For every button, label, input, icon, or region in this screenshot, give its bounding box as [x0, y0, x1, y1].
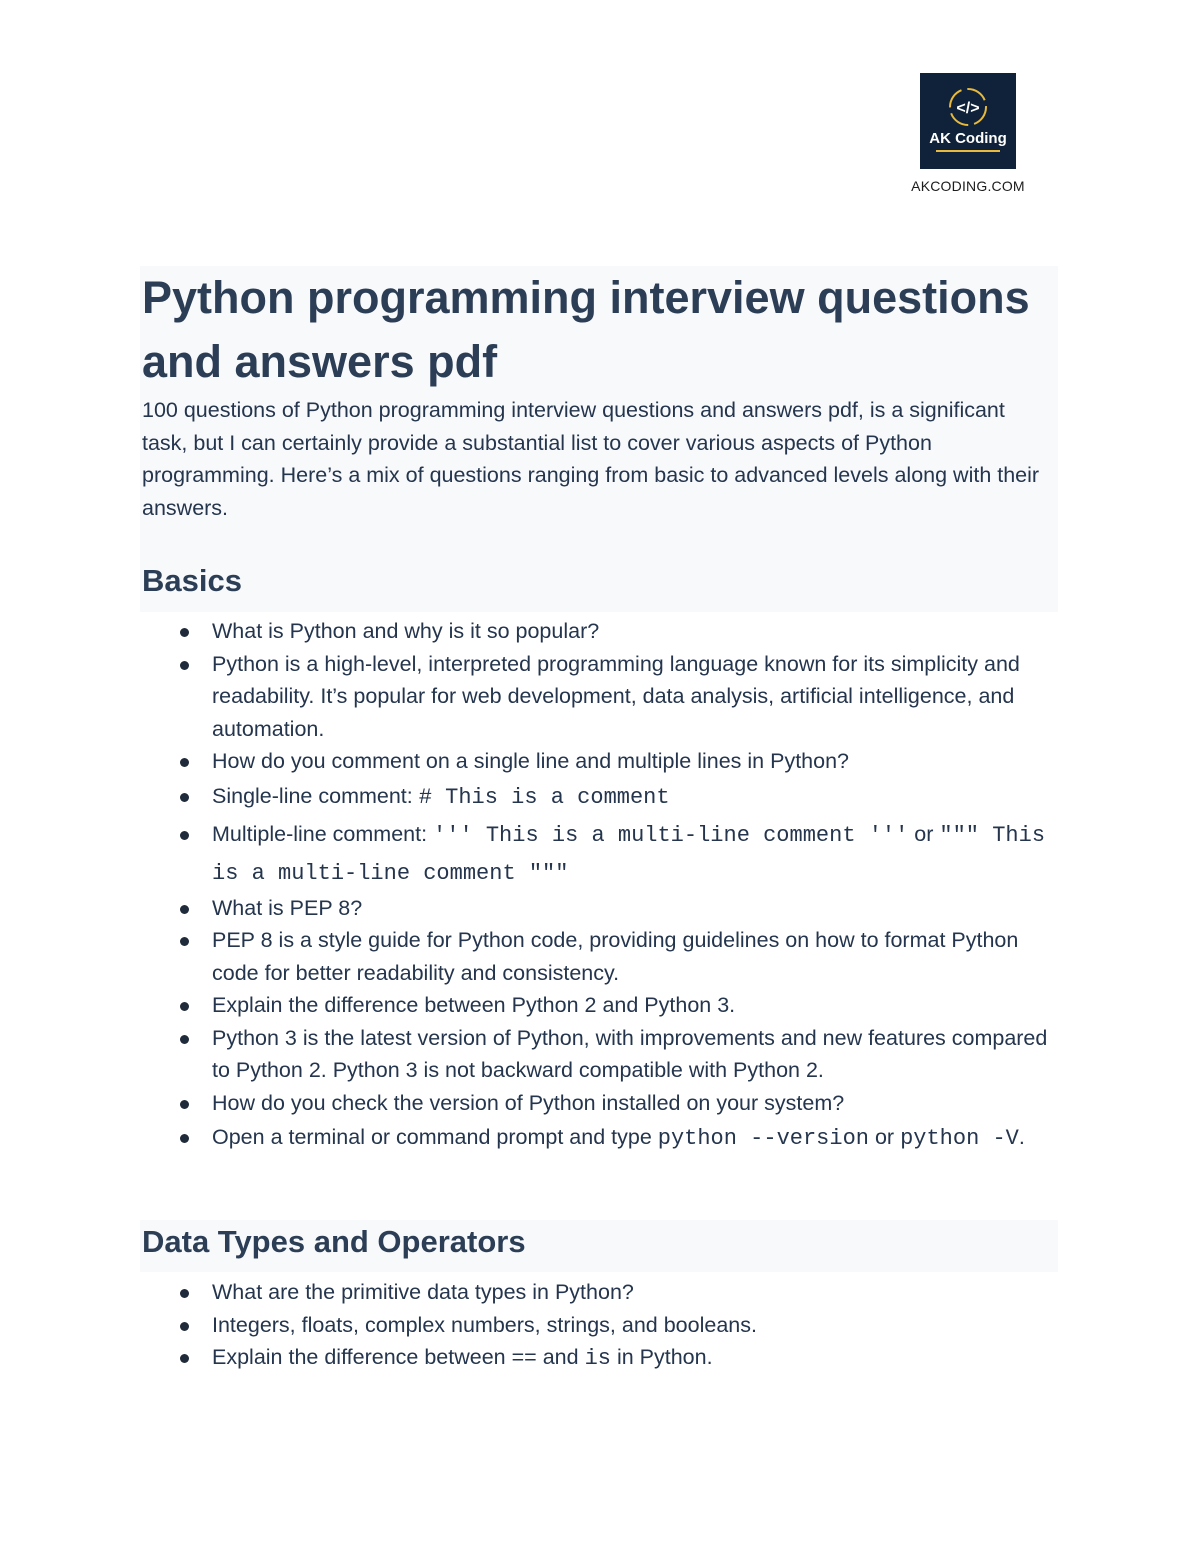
list-item: How do you comment on a single line and multiple lines in Python?: [142, 745, 1058, 778]
list-item: Explain the difference between == and is in Python.: [142, 1341, 1058, 1376]
list-item: Integers, floats, complex numbers, strings, and booleans.: [142, 1309, 1058, 1342]
basics-list: [142, 615, 1058, 1157]
svg-text:AK Coding: AK Coding: [929, 130, 1007, 147]
list-item: Explain the difference between Python 2 and Python 3.: [142, 989, 1058, 1022]
code-snippet: python --version: [657, 1126, 869, 1151]
code-snippet: # This is a comment: [418, 784, 670, 810]
list-item: What are the primitive data types in Python?: [142, 1276, 1058, 1309]
section-heading-data-types: Data Types and Operators: [142, 1224, 526, 1259]
list-item: PEP 8 is a style guide for Python code, providing guidelines on how to format Python code for better readability and consistency.: [142, 924, 1058, 989]
list-item: What is Python and why is it so popular?: [142, 615, 1058, 648]
intro-paragraph: 100 questions of Python programming interview questions and answers pdf, is a significant task, but I can certainly provide a substantial list to cover various aspects of Python programming. Here’s a mix of questions ranging from basic to advanced levels along with their answers.: [142, 398, 1040, 520]
code-brackets-icon: [920, 73, 1016, 169]
svg-text:</>: </>: [956, 100, 980, 117]
list-item: Single-line comment: # This is a comment: [142, 778, 1058, 816]
code-snippet: """ This is a multi-line comment """: [212, 822, 1046, 886]
site-url[interactable]: AKCODING.COM: [911, 178, 1025, 194]
list-item: Multiple-line comment: ''' This is a multi-line comment ''' or """ This is a multi-line comment """: [142, 816, 1058, 892]
ak-coding-logo: [920, 73, 1016, 169]
code-snippet: ''' This is a multi-line comment ''': [433, 822, 909, 848]
page-title: Python programming interview questions and answers pdf: [142, 272, 1030, 387]
data-types-list: [142, 1276, 1058, 1376]
list-item: Open a terminal or command prompt and type python --version or python -V.: [142, 1119, 1058, 1157]
list-item: Python is a high-level, interpreted programming language known for its simplicity and readability. It’s popular for web development, data analysis, artificial intelligence, and automation.: [142, 648, 1058, 746]
list-item: How do you check the version of Python installed on your system?: [142, 1087, 1058, 1120]
code-snippet: is: [584, 1346, 611, 1371]
code-snippet: python -V: [900, 1126, 1019, 1151]
list-item: What is PEP 8?: [142, 892, 1058, 925]
section-heading-basics: Basics: [142, 563, 242, 598]
list-item: Python 3 is the latest version of Python, with improvements and new features compared to Python 2. Python 3 is not backward compatible with Python 2.: [142, 1022, 1058, 1087]
